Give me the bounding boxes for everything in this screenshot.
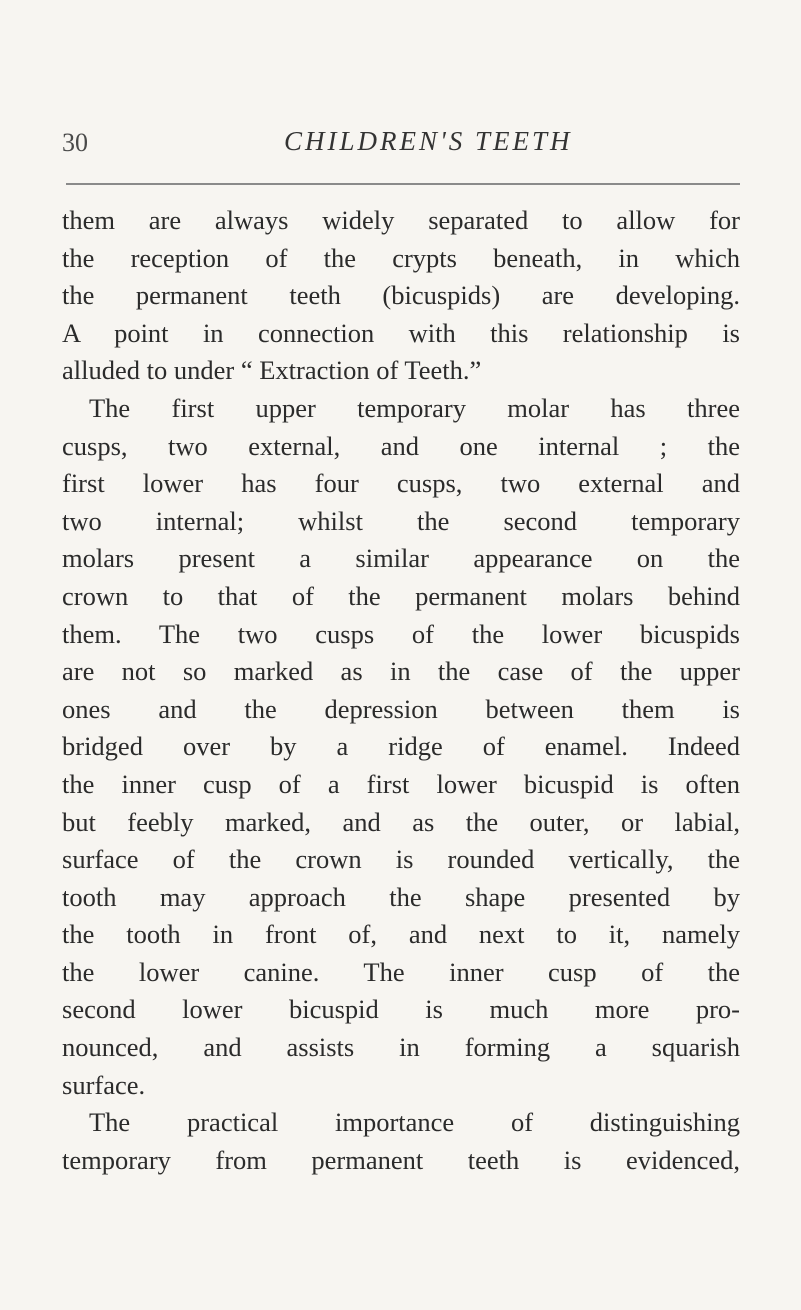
- text-line: cusps, two external, and one internal ; the: [62, 430, 740, 461]
- text-line: the reception of the crypts beneath, in which: [62, 242, 740, 273]
- text-line: but feebly marked, and as the outer, or labial,: [62, 806, 740, 837]
- text-line: molars present a similar appearance on the: [62, 543, 740, 574]
- text-line: bridged over by a ridge of enamel. Indeed: [62, 731, 740, 762]
- text-line: the tooth in front of, and next to it, namely: [62, 919, 740, 950]
- text-line: are not so marked as in the case of the upper: [62, 656, 740, 687]
- page-header: [62, 126, 742, 172]
- text-line: alluded to under “ Extraction of Teeth.”: [62, 355, 482, 386]
- text-line: The practical importance of distinguishing: [89, 1107, 740, 1138]
- running-title: CHILDREN'S TEETH: [284, 126, 573, 156]
- text-line: two internal; whilst the second temporary: [62, 505, 740, 536]
- text-line: second lower bicuspid is much more pro-: [62, 994, 740, 1025]
- text-line: A point in connection with this relationship is: [62, 317, 740, 348]
- text-line: them are always widely separated to allow for: [62, 205, 740, 235]
- text-line: surface.: [62, 1069, 146, 1100]
- body-text: [62, 202, 740, 1179]
- text-line: first lower has four cusps, two external and: [62, 468, 740, 499]
- page-number: 30: [62, 128, 88, 157]
- text-line: the lower canine. The inner cusp of the: [62, 956, 740, 987]
- text-line: them. The two cusps of the lower bicuspids: [62, 618, 740, 649]
- text-line: ones and the depression between them is: [62, 693, 740, 724]
- header-rule: [66, 183, 740, 185]
- text-line: nounced, and assists in forming a squarish: [62, 1032, 740, 1063]
- text-line: tooth may approach the shape presented by: [62, 881, 740, 912]
- text-line: surface of the crown is rounded vertically, the: [62, 844, 740, 875]
- text-line: the permanent teeth (bicuspids) are developing.: [62, 280, 740, 311]
- text-line: crown to that of the permanent molars behind: [62, 580, 740, 611]
- text-line: The first upper temporary molar has three: [89, 392, 740, 423]
- text-line: temporary from permanent teeth is evidenced,: [62, 1144, 740, 1175]
- text-line: the inner cusp of a first lower bicuspid is often: [62, 768, 740, 799]
